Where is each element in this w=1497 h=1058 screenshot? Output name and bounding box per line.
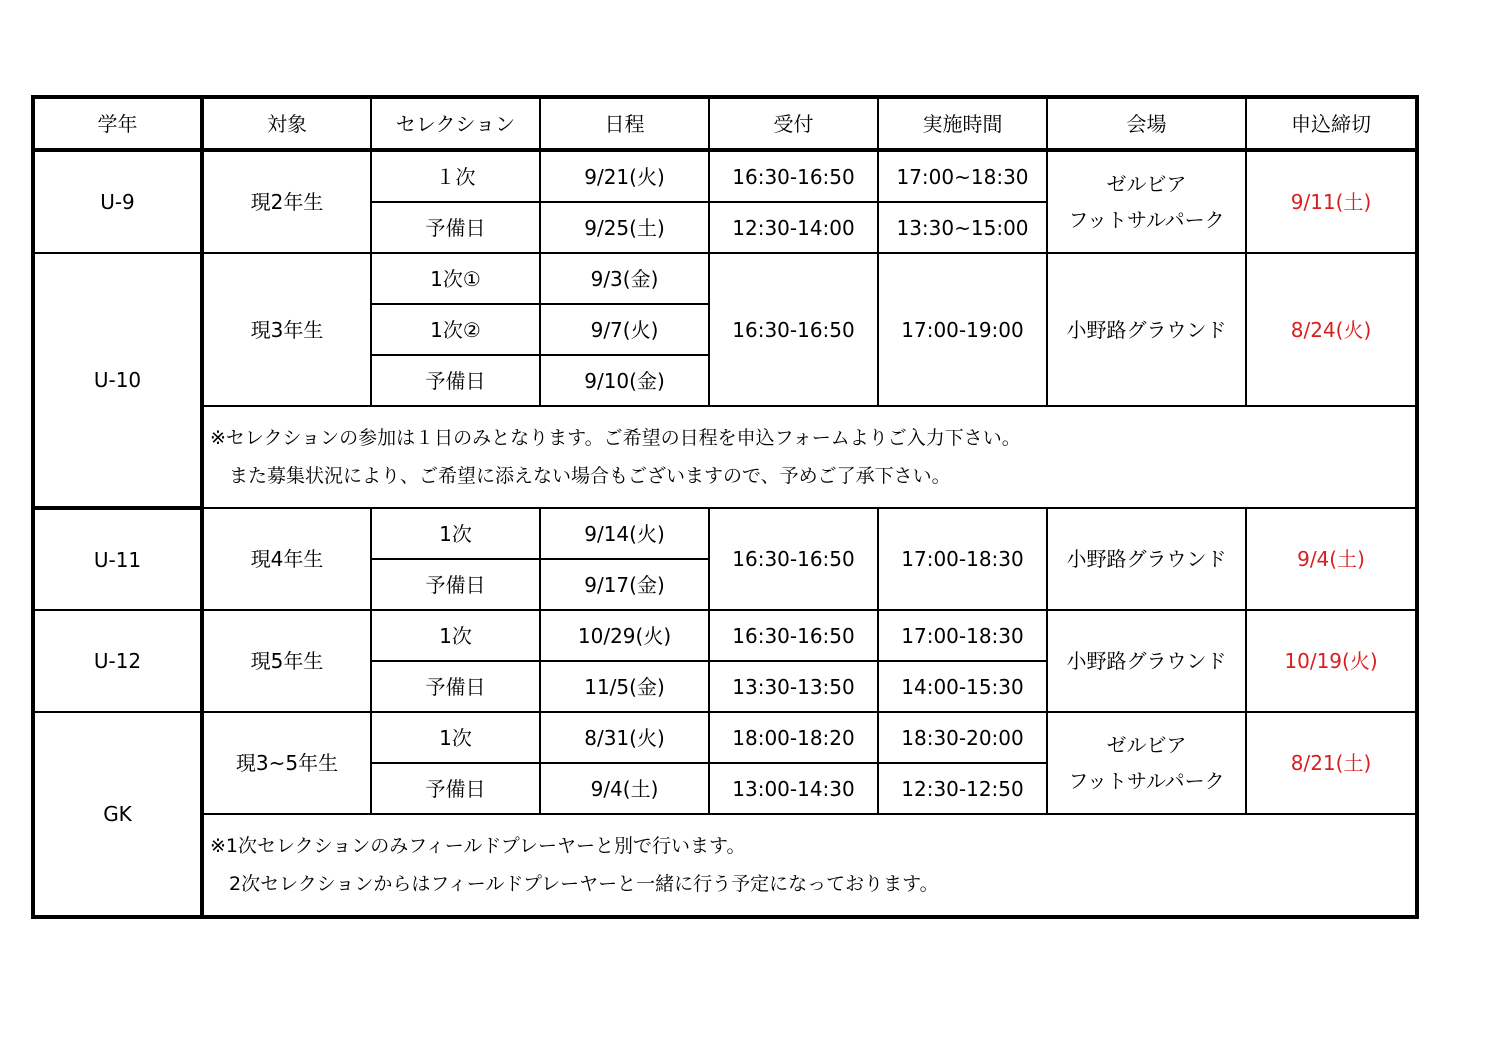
date-cell: 9/10(金) bbox=[540, 355, 709, 406]
target-cell: 現5年生 bbox=[202, 610, 371, 712]
selection-cell: 1次 bbox=[371, 610, 540, 661]
selection-cell: 1次 bbox=[371, 712, 540, 763]
header-grade: 学年 bbox=[33, 97, 202, 150]
deadline-cell: 8/24(火) bbox=[1246, 253, 1417, 406]
header-deadline: 申込締切 bbox=[1246, 97, 1417, 150]
reception-cell: 16:30-16:50 bbox=[709, 150, 878, 202]
date-cell: 9/17(金) bbox=[540, 559, 709, 610]
note-row bbox=[33, 814, 1417, 917]
time-cell: 17:00-18:30 bbox=[878, 508, 1047, 610]
header-selection: セレクション bbox=[371, 97, 540, 150]
reception-cell: 16:30-16:50 bbox=[709, 253, 878, 406]
table-row bbox=[33, 712, 1417, 763]
reception-cell: 18:00-18:20 bbox=[709, 712, 878, 763]
header-time: 実施時間 bbox=[878, 97, 1047, 150]
deadline-cell: 9/4(土) bbox=[1246, 508, 1417, 610]
date-cell: 11/5(金) bbox=[540, 661, 709, 712]
table-row bbox=[33, 253, 1417, 304]
selection-cell: 予備日 bbox=[371, 661, 540, 712]
header-date: 日程 bbox=[540, 97, 709, 150]
venue-line: ゼルビア bbox=[1106, 172, 1187, 196]
grade-cell: U-11 bbox=[33, 508, 202, 610]
selection-cell: 1次② bbox=[371, 304, 540, 355]
header-venue: 会場 bbox=[1047, 97, 1246, 150]
reception-cell: 16:30-16:50 bbox=[709, 508, 878, 610]
time-cell: 17:00-19:00 bbox=[878, 253, 1047, 406]
venue-cell bbox=[1047, 712, 1246, 814]
selection-cell: 予備日 bbox=[371, 559, 540, 610]
time-cell: 13:30~15:00 bbox=[878, 202, 1047, 253]
header-row bbox=[33, 97, 1417, 150]
selection-cell: 1次① bbox=[371, 253, 540, 304]
table-row bbox=[33, 610, 1417, 661]
header-reception: 受付 bbox=[709, 97, 878, 150]
note-cell bbox=[202, 406, 1417, 508]
venue-cell: 小野路グラウンド bbox=[1047, 253, 1246, 406]
table-row bbox=[33, 508, 1417, 559]
note-cell bbox=[202, 814, 1417, 917]
date-cell: 9/3(金) bbox=[540, 253, 709, 304]
venue-cell bbox=[1047, 150, 1246, 253]
header-target: 対象 bbox=[202, 97, 371, 150]
date-cell: 9/4(土) bbox=[540, 763, 709, 814]
note-row bbox=[33, 406, 1417, 508]
selection-cell: 予備日 bbox=[371, 202, 540, 253]
selection-cell: 予備日 bbox=[371, 355, 540, 406]
venue-line: ゼルビア bbox=[1106, 733, 1187, 757]
reception-cell: 16:30-16:50 bbox=[709, 610, 878, 661]
grade-cell: U-12 bbox=[33, 610, 202, 712]
note-line: また募集状況により、ご希望に添えない場合もございますので、予めご了承下さい。 bbox=[210, 465, 951, 487]
grade-cell: U-9 bbox=[33, 150, 202, 253]
time-cell: 17:00-18:30 bbox=[878, 610, 1047, 661]
date-cell: 9/25(土) bbox=[540, 202, 709, 253]
date-cell: 10/29(火) bbox=[540, 610, 709, 661]
selection-cell: １次 bbox=[371, 150, 540, 202]
time-cell: 12:30-12:50 bbox=[878, 763, 1047, 814]
selection-cell: 予備日 bbox=[371, 763, 540, 814]
venue-line: フットサルパーク bbox=[1068, 769, 1225, 793]
note-line: ※セレクションの参加は１日のみとなります。ご希望の日程を申込フォームよりご入力下さい。 bbox=[210, 427, 1021, 449]
deadline-cell: 8/21(土) bbox=[1246, 712, 1417, 814]
reception-cell: 13:00-14:30 bbox=[709, 763, 878, 814]
grade-cell: U-10 bbox=[33, 253, 202, 508]
grade-cell: GK bbox=[33, 712, 202, 917]
venue-cell: 小野路グラウンド bbox=[1047, 508, 1246, 610]
note-line: ※1次セレクションのみフィールドプレーヤーと別で行います。 bbox=[210, 835, 746, 857]
target-cell: 現3~5年生 bbox=[202, 712, 371, 814]
target-cell: 現2年生 bbox=[202, 150, 371, 253]
date-cell: 9/21(火) bbox=[540, 150, 709, 202]
date-cell: 8/31(火) bbox=[540, 712, 709, 763]
table-row bbox=[33, 150, 1417, 202]
target-cell: 現4年生 bbox=[202, 508, 371, 610]
venue-line: フットサルパーク bbox=[1068, 208, 1225, 232]
date-cell: 9/7(火) bbox=[540, 304, 709, 355]
venue-cell: 小野路グラウンド bbox=[1047, 610, 1246, 712]
time-cell: 18:30-20:00 bbox=[878, 712, 1047, 763]
time-cell: 14:00-15:30 bbox=[878, 661, 1047, 712]
date-cell: 9/14(火) bbox=[540, 508, 709, 559]
reception-cell: 13:30-13:50 bbox=[709, 661, 878, 712]
deadline-cell: 9/11(土) bbox=[1246, 150, 1417, 253]
target-cell: 現3年生 bbox=[202, 253, 371, 406]
time-cell: 17:00~18:30 bbox=[878, 150, 1047, 202]
selection-schedule-table bbox=[31, 95, 1419, 919]
deadline-cell: 10/19(火) bbox=[1246, 610, 1417, 712]
note-line: 2次セレクションからはフィールドプレーヤーと一緒に行う予定になっております。 bbox=[210, 873, 939, 895]
selection-cell: 1次 bbox=[371, 508, 540, 559]
reception-cell: 12:30-14:00 bbox=[709, 202, 878, 253]
